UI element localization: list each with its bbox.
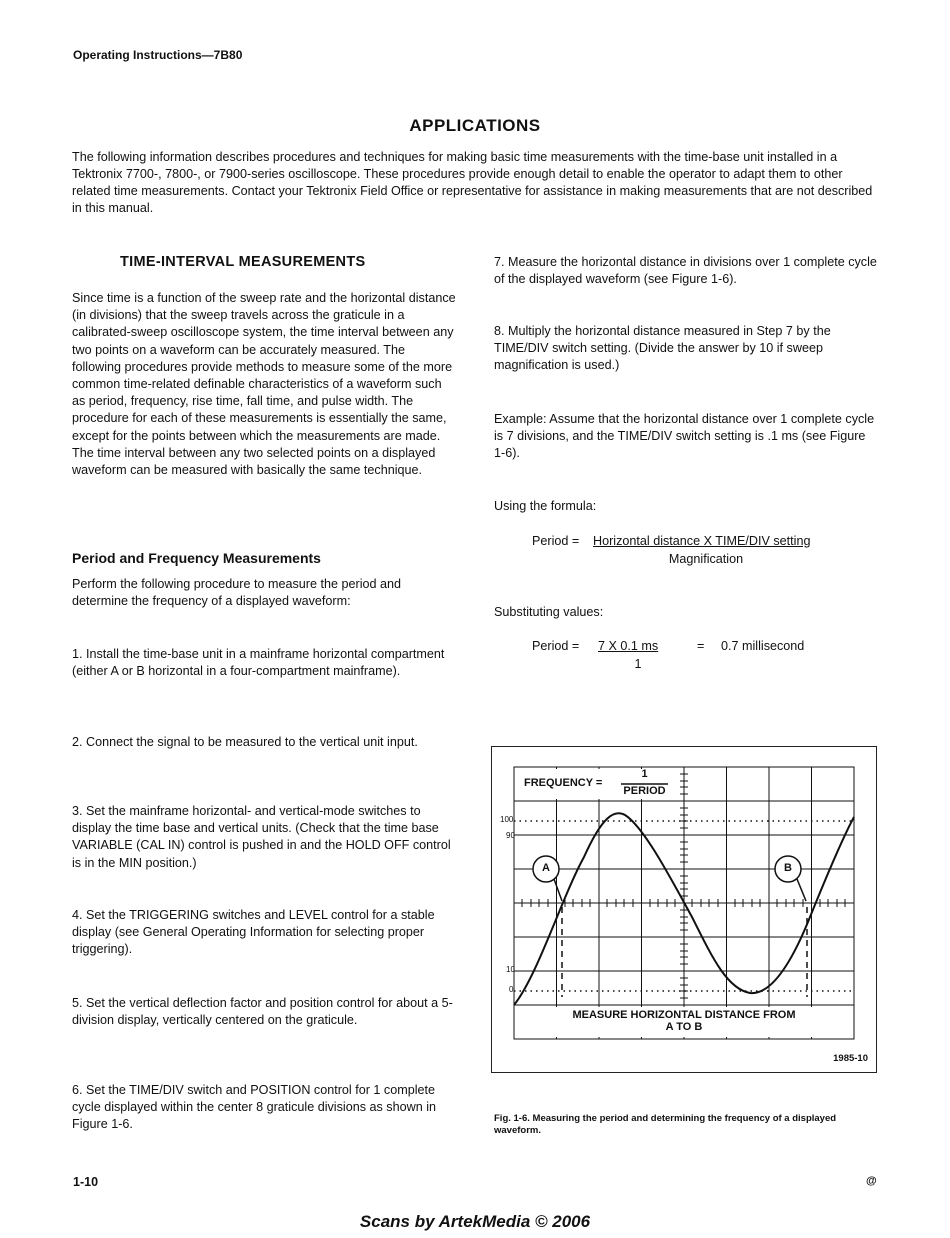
formula-2-lhs: Period = xyxy=(532,639,580,653)
figure-1-6 xyxy=(491,746,877,1073)
step-5: 5. Set the vertical deflection factor and position control for about a 5-division display, vertically centered on the graticule. xyxy=(72,996,453,1028)
intro-paragraph: The following information describes procedures and techniques for making basic time measurements with the time-base unit installed in a Tektronix 7700-, 7800-, or 7900-series oscilloscope. These procedures provide enough detail to enable the operator to adapt them to other related time measurements. Contact your Tektronix Field Office or representative for assistance in making measurements that are not described in this manual. xyxy=(72,150,873,215)
example-paragraph: Example: Assume that the horizontal distance over 1 complete cycle is 7 divisions, and the TIME/DIV switch setting is .1 ms (see Figure 1-6). xyxy=(494,412,875,461)
substituting-text: Substituting values: xyxy=(494,605,604,619)
step-8: 8. Multiply the horizontal distance measured in Step 7 by the TIME/DIV switch setting. (Divide the answer by 10 if sweep magnification is used.) xyxy=(494,324,831,373)
label-10-percent: 10 xyxy=(506,965,515,974)
subsection-paragraph: Perform the following procedure to measure the period and determine the frequency of a displayed waveform: xyxy=(72,577,402,609)
frequency-denominator: PERIOD xyxy=(623,785,666,797)
formula-1-numerator: Horizontal distance X TIME/DIV setting xyxy=(593,534,811,548)
step-6: 6. Set the TIME/DIV switch and POSITION control for 1 complete cycle displayed within the center 8 graticule divisions as shown in Figure 1-6. xyxy=(72,1083,437,1132)
step-1: 1. Install the time-base unit in a mainframe horizontal compartment (either A or B horizontal in a four-compartment mainframe). xyxy=(72,647,445,679)
using-formula-text: Using the formula: xyxy=(494,499,597,513)
formula-2-equals: = xyxy=(697,639,705,653)
step-7: 7. Measure the horizontal distance in divisions over 1 complete cycle of the displayed waveform (see Figure 1-6). xyxy=(494,255,877,287)
running-header: Operating Instructions—7B80 xyxy=(73,48,243,62)
label-90-percent: 90 xyxy=(506,831,515,840)
formula-1-denominator: Magnification xyxy=(668,552,744,566)
section-title: TIME-INTERVAL MEASUREMENTS xyxy=(120,254,366,270)
formula-2-result: 0.7 millisecond xyxy=(721,639,805,653)
section-paragraph: Since time is a function of the sweep rate and the horizontal distance (in divisions) that the sweep travels across the graticule in a calibrated-sweep oscilloscope system, the time interval between any two points on a waveform can be accurately measured. The following procedures provide methods to measure some of the more common time-related definable characteristics of a waveform such as period, frequency, rise time, fall time, and pulse width. The procedure for each of these measurements is essentially the same, except for the points between which the measurements are made. The time interval between any two selected points on a displayed waveform can be measured with basically the same technique. xyxy=(72,291,456,478)
formula-2-numerator: 7 X 0.1 ms xyxy=(598,639,659,653)
frequency-label: FREQUENCY = xyxy=(524,777,603,789)
subsection-title: Period and Frequency Measurements xyxy=(72,550,321,566)
point-b-label: B xyxy=(784,862,792,874)
figure-caption: Fig. 1-6. Measuring the period and determining the frequency of a displayed waveform. xyxy=(494,1113,837,1136)
step-2: 2. Connect the signal to be measured to the vertical unit input. xyxy=(72,735,418,749)
measure-instruction-line-1: MEASURE HORIZONTAL DISTANCE FROM xyxy=(572,1009,796,1021)
formula-1-lhs: Period = xyxy=(532,534,580,548)
step-3: 3. Set the mainframe horizontal- and vertical-mode switches to display the time base and vertical units. (Check that the time base VARIABLE (CAL IN) control is pushed in and the HOLD OFF control is in the MIN position.) xyxy=(72,804,451,870)
point-a-label: A xyxy=(542,862,550,874)
figure-id: 1985-10 xyxy=(833,1053,868,1064)
label-100-percent: 100 xyxy=(500,815,514,824)
frequency-numerator: 1 xyxy=(641,768,648,780)
label-0-percent: 0 xyxy=(509,985,514,994)
page-number: 1-10 xyxy=(73,1175,99,1189)
step-4: 4. Set the TRIGGERING switches and LEVEL control for a stable display (see General Operating Information for selecting proper triggering). xyxy=(72,908,435,957)
scan-credit-footer: Scans by ArtekMedia © 2006 xyxy=(359,1212,591,1231)
measure-instruction-line-2: A TO B xyxy=(665,1021,703,1033)
formula-2-denominator: 1 xyxy=(634,657,642,671)
page-title: APPLICATIONS xyxy=(409,116,541,135)
page-mark: @ xyxy=(866,1175,877,1187)
